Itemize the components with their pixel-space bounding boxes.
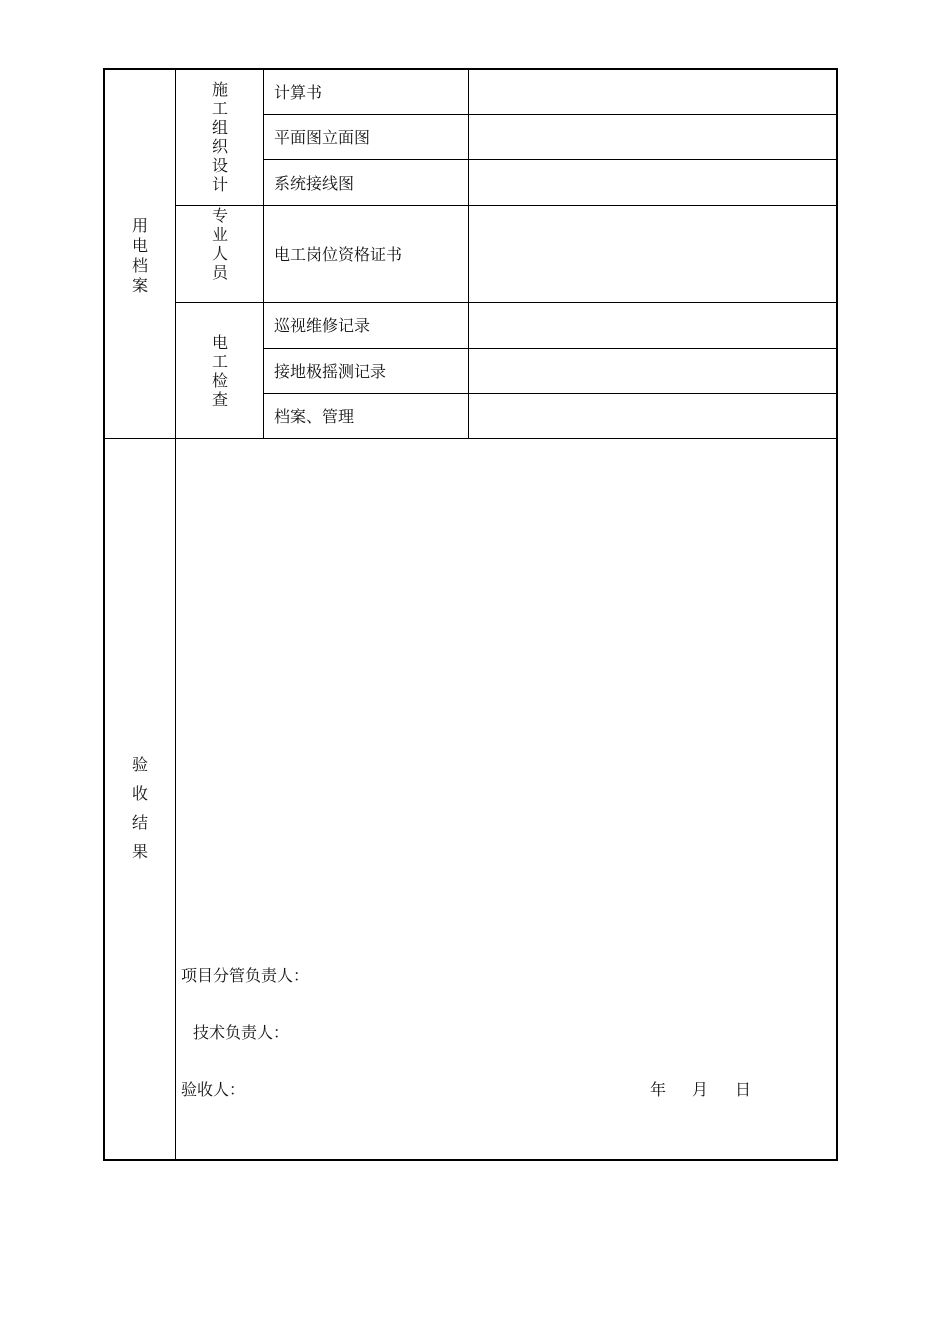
label-char: 用 (131, 216, 148, 235)
label-char: 计 (211, 175, 228, 194)
label-char: 验 (131, 755, 148, 774)
label-char: 电 (211, 333, 228, 352)
label-char: 工 (211, 99, 228, 118)
col-divider-3 (468, 68, 469, 439)
item-archive-management: 档案、管理 (274, 407, 355, 426)
label-char: 组 (211, 118, 228, 137)
group-label-construction-design (208, 80, 232, 194)
item-calculation-book: 计算书 (274, 83, 323, 102)
label-char: 查 (211, 390, 228, 409)
label-char: 设 (211, 156, 228, 175)
item-plan-elevation: 平面图立面图 (274, 128, 371, 147)
acceptor-label: 验收人： (181, 1080, 246, 1099)
date-year: 年 (650, 1080, 667, 1099)
label-char: 收 (131, 784, 148, 803)
group-label-professional-staff (208, 206, 232, 282)
col-divider-1 (175, 68, 176, 1161)
label-char: 检 (211, 371, 228, 390)
label-char: 专 (211, 206, 228, 225)
label-char: 案 (131, 276, 148, 295)
item-qualification-cert: 电工岗位资格证书 (274, 245, 403, 264)
label-char: 果 (131, 842, 148, 861)
archive-section-label (128, 216, 152, 296)
item-patrol-record: 巡视维修记录 (274, 316, 371, 335)
row-divider (263, 393, 837, 394)
group-label-electrician-inspection (208, 333, 232, 409)
result-section-label (128, 750, 152, 866)
label-char: 档 (131, 256, 148, 275)
label-char: 电 (131, 236, 148, 255)
row-divider (175, 302, 837, 303)
section-divider (103, 438, 838, 439)
label-char: 织 (211, 137, 228, 156)
col-divider-2 (263, 68, 264, 439)
label-char: 业 (211, 225, 228, 244)
label-char: 员 (211, 263, 228, 282)
project-manager-label: 项目分管负责人： (181, 966, 310, 985)
item-grounding-record: 接地极摇测记录 (274, 362, 387, 381)
date-day: 日 (735, 1080, 752, 1099)
row-divider (263, 348, 837, 349)
date-month: 月 (692, 1080, 709, 1099)
tech-manager-label: 技术负责人： (193, 1023, 290, 1042)
label-char: 施 (211, 80, 228, 99)
row-divider (175, 205, 837, 206)
item-wiring-diagram: 系统接线图 (274, 174, 355, 193)
label-char: 人 (211, 244, 228, 263)
row-divider (263, 114, 837, 115)
row-divider (263, 159, 837, 160)
label-char: 工 (211, 352, 228, 371)
label-char: 结 (131, 813, 148, 832)
